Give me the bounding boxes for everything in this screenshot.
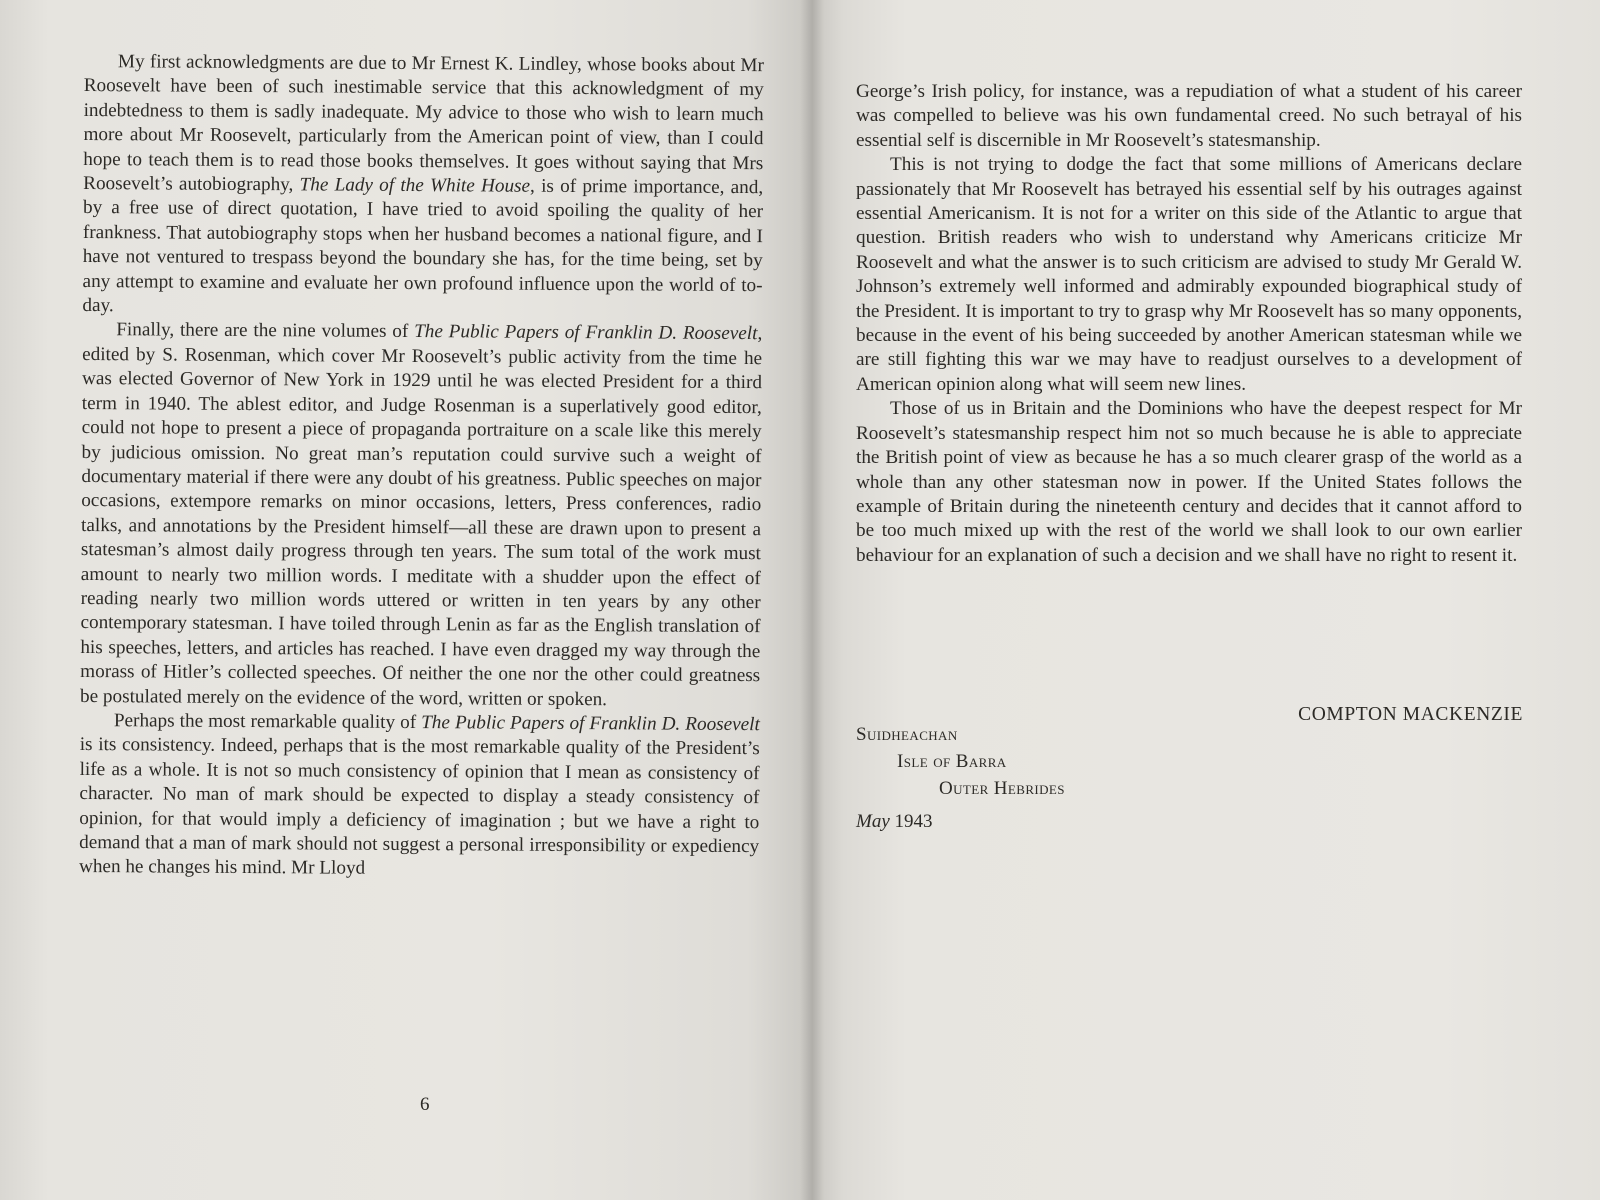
text-segment: This is not trying to dodge the fact that some millions of Americans declare passionately that Mr Roosevelt has betrayed his essential self by his outrages against essential Americanism. It is not for a writer on this side of the Atlantic to argue that question. British readers who wish to understand why Americans criticize Mr Roosevelt and what the answer is to such criticism are advised to study Mr Gerald W. Johnson’s extremely well informed and admirably expounded biographical study of the President. It is important to try to grasp why Mr Roosevelt has so many opponents, because in the event of his being succeeded by another American statesman while we are still fighting this war we may have to readjust ourselves to a development of American opinion along what will seem new lines.	[856, 154, 1522, 395]
paragraph	[856, 80, 1522, 153]
text-segment: , edited by S. Rosenman, which cover Mr Roosevelt’s public activity from the time he was elected Governor of New York in 1929 until he was elected President for a third term in 1940. The ablest editor, and Judge Rosenman is a superlatively good editor, could not hope to present a piece of propaganda portraiture on a scale like this merely by judicious omission. No great man’s reputation could survive such a weight of documentary material if there were any doubt of his greatness. Public speeches on major occasions, extempore remarks on minor occasions, letters, Press conferences, radio talks, and annotations by the President himself—all these are drawn upon to present a statesman’s almost daily progress through ten years. The sum total of the work must amount to nearly two million words. I meditate with a shudder upon the effect of reading nearly two million words uttered or written in ten years by any other contemporary statesman. I have toiled through Lenin as far as the English translation of his speeches, letters, and articles has reached. I have even dragged my way through the morass of Hitler’s collected speeches. Of neither the one nor the other could greatness be postulated merely on the evidence of the word, written or spoken.	[79, 323, 763, 710]
address-line-3: Outer Hebrides	[939, 778, 1065, 799]
paragraph	[79, 709, 760, 884]
text-segment: Perhaps the most remarkable quality of	[113, 710, 422, 734]
date-year: 1943	[894, 811, 933, 832]
text-segment: Finally, there are the nine volumes of	[116, 319, 415, 343]
author-signature: COMPTON MACKENZIE	[1298, 704, 1523, 725]
text-segment: Those of us in Britain and the Dominions who have the deepest respect for Mr Roosevelt’s statesmanship respect him not so much because he is able to appreciate the British point of view as because he has a so much clearer grasp of the world as a whole than any other statesman now in power. If the United States follows the example of Britain during the nineteenth century and decides that it cannot afford to be too much mixed up with the rest of the world we shall look to our own earlier behaviour for an explanation of such a decision and we shall have no right to resent it.	[856, 398, 1522, 566]
address-line-2: Isle of Barra	[897, 751, 1007, 772]
book-title-italic: The Public Papers of Franklin D. Roosevelt	[414, 321, 758, 345]
paragraph	[856, 397, 1522, 568]
paragraph	[82, 50, 764, 323]
paragraph	[856, 153, 1522, 397]
paragraph	[80, 318, 762, 713]
book-title-italic: The Public Papers of Franklin D. Roosevelt	[421, 712, 760, 736]
book-title-italic: The Lady of the White House	[299, 174, 531, 197]
page-number: 6	[420, 1094, 430, 1115]
text-segment: is its consistency. Indeed, perhaps that is the most remarkable quality of the President’s life as a whole. It is not so much consistency of opinion that I mean as consistency of character. No man of mark should be expected to display a steady consistency of opinion, for that would imply a deficiency of imagination ; but we have a right to demand that a man of mark should not suggest a personal irresponsibility or expediency when he changes his mind. Mr Lloyd	[78, 734, 760, 880]
right-page-body	[856, 80, 1522, 568]
address-line-1: Suidheachan	[856, 724, 958, 745]
left-page-body	[79, 50, 764, 884]
date-month: May	[856, 811, 890, 832]
text-segment: , is of prime importance, and, by a free use of direct quotation, I have tried to avoid spoiling the quality of her frankness. That autobiography stops when her husband becomes a national figure, and I have not ventured to trespass beyond the boundary she has, for the time being, set by any attempt to examine and evaluate her own profound influence upon the world of to-day.	[82, 175, 764, 317]
text-segment: George’s Irish policy, for instance, was a repudiation of what a student of his career was compelled to believe was his own fundamental creed. No such betrayal of his essential self is discernible in Mr Roosevelt’s statesmanship.	[856, 81, 1522, 151]
date-line	[856, 811, 933, 833]
text-segment: My first acknowledgments are due to Mr Ernest K. Lindley, whose books about Mr Roosevelt have been of such inestimable service that this acknowledgment of my indebtedness to them is sadly inadequate. My advice to those who wish to learn much more about Mr Roosevelt, particularly from the American point of view, than I could hope to teach them is to read those books themselves. It goes without saying that Mrs Roosevelt’s autobiography,	[83, 51, 764, 196]
